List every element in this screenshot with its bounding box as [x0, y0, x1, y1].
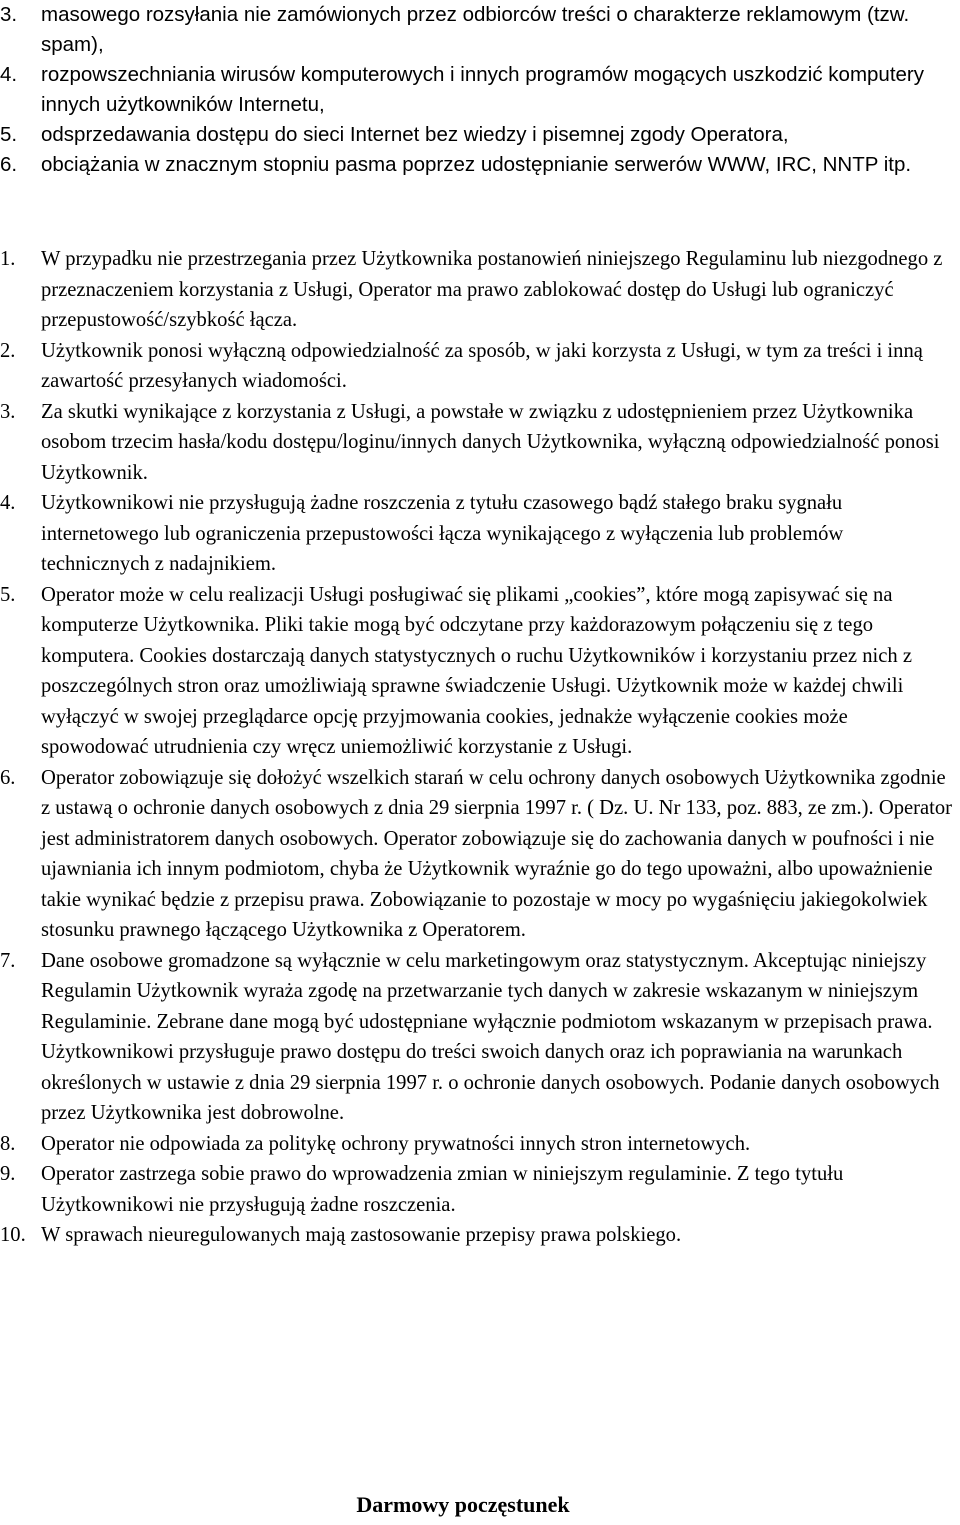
- item-number: 5.: [0, 123, 18, 146]
- list-item: [0, 150, 956, 180]
- list-item: [0, 763, 956, 946]
- list-item: [0, 120, 956, 150]
- item-text: W sprawach nieuregulowanych mają zastosowanie przepisy prawa polskiego.: [41, 1224, 682, 1246]
- item-number: 3.: [0, 400, 16, 423]
- item-text: Za skutki wynikające z korzystania z Usługi, a powstałe w związku z udostępnieniem przez Użytkownika osobom trzecim hasła/kodu dostępu/loginu/innych danych Użytkownika, wyłączną odpowiedzialność ponosi Użytkownik.: [41, 400, 940, 484]
- list-item: [0, 60, 956, 120]
- prohibited-uses-list: [0, 0, 956, 180]
- item-number: 3.: [0, 3, 18, 26]
- item-number: 1.: [0, 248, 16, 270]
- item-number: 2.: [0, 339, 16, 362]
- list-item: [0, 336, 956, 397]
- item-text: masowego rozsyłania nie zamówionych przez odbiorców treści o charakterze reklamowym (tzw. spam),: [41, 3, 910, 56]
- item-text: obciążania w znacznym stopniu pasma poprzez udostępnianie serwerów WWW, IRC, NNTP itp.: [41, 153, 912, 176]
- item-text: Użytkownik ponosi wyłączną odpowiedzialność za sposób, w jaki korzysta z Usługi, w tym za treści i inną zawartość przesyłanych wiadomości.: [41, 339, 923, 392]
- list-item: [0, 946, 956, 1129]
- item-text: Operator nie odpowiada za politykę ochrony prywatności innych stron internetowych.: [41, 1132, 751, 1155]
- item-text: odsprzedawania dostępu do sieci Internet bez wiedzy i pisemnej zgody Operatora,: [41, 123, 789, 146]
- list-item: [0, 1159, 956, 1220]
- item-text: Operator może w celu realizacji Usługi posługiwać się plikami „cookies”, które mogą zapisywać się na komputerze Użytkownika. Pliki takie mogą być odczytane przy każdorazowym połączeniu się z tego komputera. Cookies dostarczają danych statystycznych o ruchu Użytkowników i korzystaniu przez nich z poszczególnych stron oraz umożliwiają sprawne świadczenie Usługi. Użytkownik może w każdej chwili wyłączyć w swojej przeglądarce opcję przyjmowania cookies, jednakże wyłączenie cookies może spowodować utrudnienia czy wręcz uniemożliwić korzystanie z Usługi.: [41, 583, 912, 758]
- item-number: 4.: [0, 492, 16, 514]
- list-item: [0, 1129, 956, 1160]
- item-number: 5.: [0, 583, 16, 606]
- item-text: rozpowszechniania wirusów komputerowych i innych programów mogących uszkodzić komputery innych użytkowników Internetu,: [41, 63, 925, 116]
- section-heading: Darmowy poczęstunek: [356, 1492, 570, 1517]
- list-item: [0, 397, 956, 489]
- item-text: Użytkownikowi nie przysługują żadne roszczenia z tytułu czasowego bądź stałego braku sygnału internetowego lub ograniczenia przepustowości łącza wynikającego z wyłączenia lub problemów technicznych z nadajnikiem.: [41, 492, 844, 575]
- item-text: Operator zastrzega sobie prawo do wprowadzenia zmian w niniejszym regulaminie. Z tego tytułu Użytkownikowi nie przysługują żadne roszczenia.: [41, 1163, 844, 1216]
- list-item: [0, 488, 956, 580]
- list-item: [0, 1220, 956, 1251]
- item-text: Dane osobowe gromadzone są wyłącznie w celu marketingowym oraz statystycznym. Akceptując niniejszy Regulamin Użytkownik wyraża zgodę na przetwarzanie tych danych w zakresie wskazanym w niniejszym Regulaminie. Zebrane dane mogą być udostępniane wyłącznie podmiotom wskazanym w przepisach prawa. Użytkownikowi przysługuje prawo dostępu do treści swoich danych oraz ich poprawiania na warunkach określonych w ustawie z dnia 29 sierpnia 1997 r. o ochronie danych osobowych. Podanie danych osobowych przez Użytkownika jest dobrowolne.: [41, 949, 940, 1124]
- item-number: 10.: [0, 1224, 26, 1246]
- item-number: 7.: [0, 949, 16, 972]
- item-number: 6.: [0, 766, 16, 789]
- item-text: W przypadku nie przestrzegania przez Użytkownika postanowień niniejszego Regulaminu lub niezgodnego z przeznaczeniem korzystania z Usługi, Operator ma prawo zablokować dostęp do Usługi lub ograniczyć przepustowość/szybkość łącza.: [41, 248, 943, 331]
- list-item: [0, 0, 956, 60]
- item-number: 9.: [0, 1163, 16, 1185]
- item-text: Operator zobowiązuje się dołożyć wszelkich starań w celu ochrony danych osobowych Użytkownika zgodnie z ustawą o ochronie danych osobowych z dnia 29 sierpnia 1997 r. ( Dz. U. Nr 133, poz. 883, ze zm.). Operator jest administratorem danych osobowych. Operator zobowiązuje się do zachowania danych w poufności i nie ujawniania ich innym podmiotom, chyba że Użytkownik wyraźnie go do tego upoważni, albo upoważnienie takie wynikać będzie z przepisu prawa. Zobowiązanie to pozostaje w mocy po wygaśnięciu jakiegokolwiek stosunku prawnego łączącego Użytkownika z Operatorem.: [41, 766, 953, 941]
- list-item: [0, 580, 956, 763]
- item-number: 6.: [0, 153, 18, 176]
- item-number: 8.: [0, 1132, 16, 1155]
- item-number: 4.: [0, 63, 18, 86]
- terms-clauses-list: [0, 244, 956, 1251]
- list-item: [0, 244, 956, 336]
